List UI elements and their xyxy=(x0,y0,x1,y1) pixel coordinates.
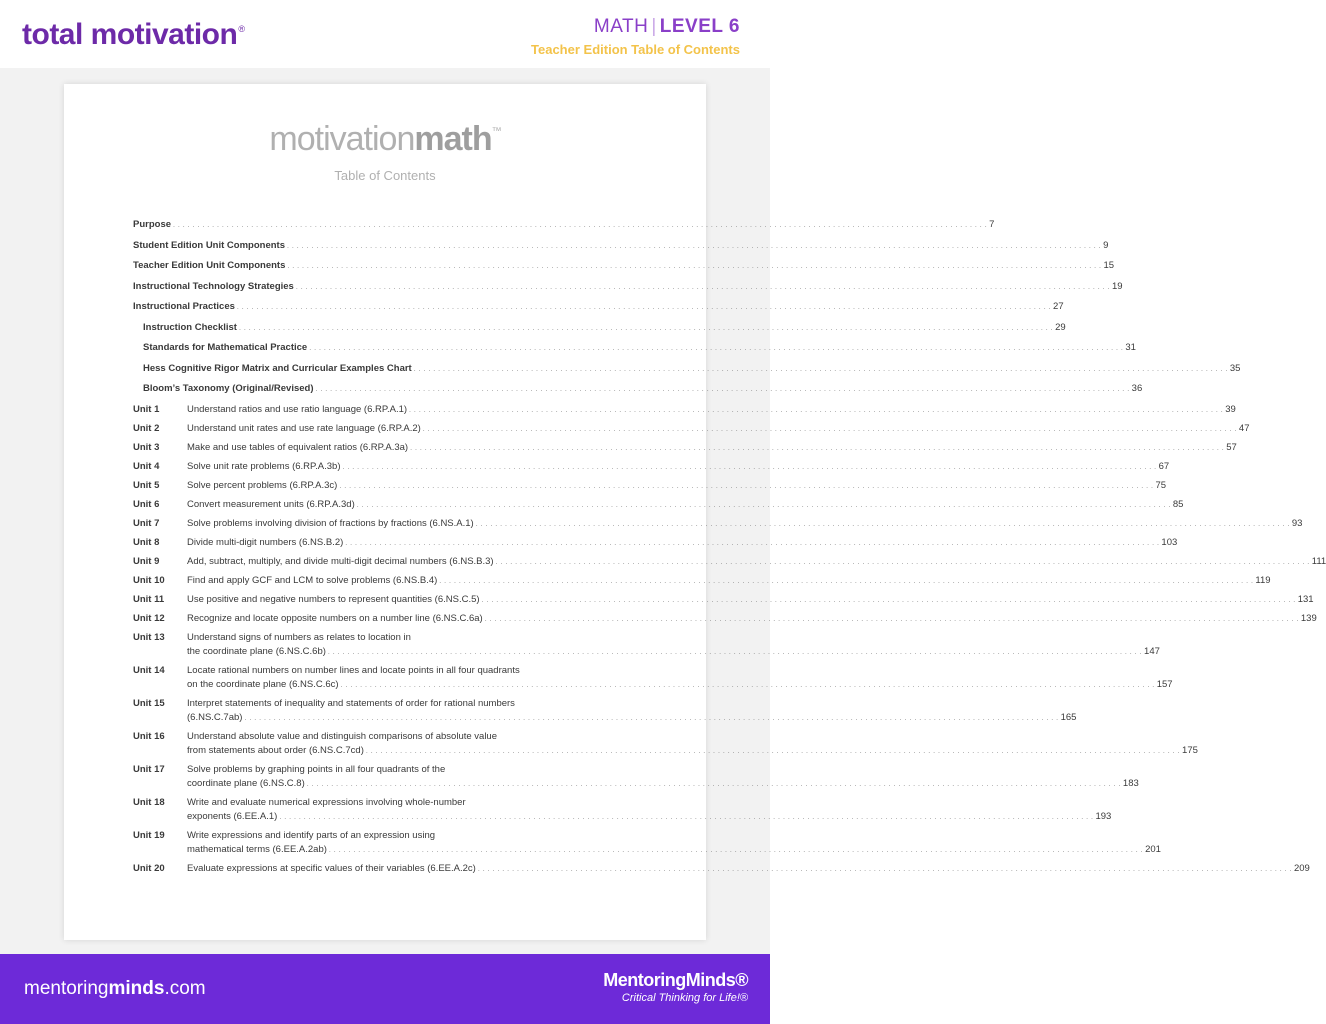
toc-entry-line xyxy=(133,382,1143,395)
unit-title: Understand unit rates and use rate language (6.RP.A.2) xyxy=(187,422,421,434)
dot-leader xyxy=(345,536,1159,551)
toc-title: Table of Contents xyxy=(334,168,436,183)
unit-entry[interactable] xyxy=(133,441,1237,460)
unit-line-2 xyxy=(187,574,1271,588)
unit-body xyxy=(187,441,1237,460)
dot-leader xyxy=(279,810,1093,825)
site-suffix: .com xyxy=(164,978,206,999)
unit-entry[interactable] xyxy=(133,829,1161,862)
unit-label: Unit 19 xyxy=(133,829,165,841)
toc-entry[interactable] xyxy=(133,259,1115,280)
dot-leader xyxy=(439,574,1253,589)
unit-line-2 xyxy=(187,422,1250,436)
unit-line-2 xyxy=(187,711,1076,725)
brand-logo[interactable] xyxy=(22,18,244,52)
unit-line-2 xyxy=(187,517,1302,531)
unit-body xyxy=(187,664,1173,697)
unit-title: Solve unit rate problems (6.RP.A.3b) xyxy=(187,460,341,472)
unit-entry[interactable] xyxy=(133,763,1139,796)
unit-label: Unit 1 xyxy=(133,403,160,415)
unit-entry[interactable] xyxy=(133,403,1236,422)
unit-title: Add, subtract, multiply, and divide multi-digit decimal numbers (6.NS.B.3) xyxy=(187,555,494,567)
toc-page-number: 36 xyxy=(1131,383,1143,394)
subject-level xyxy=(531,16,740,38)
company-tagline: Critical Thinking for Life!® xyxy=(621,992,748,1004)
toc-page-number: 29 xyxy=(1055,321,1066,333)
unit-body xyxy=(187,697,1076,730)
unit-title: Solve percent problems (6.RP.A.3c) xyxy=(187,479,338,491)
unit-label: Unit 2 xyxy=(133,422,160,434)
toc-entry-label: Teacher Edition Unit Components xyxy=(133,260,286,271)
level: LEVEL 6 xyxy=(659,16,740,37)
unit-entry[interactable] xyxy=(133,631,1160,664)
unit-title: Understand ratios and use ratio language (6.RP.A.1) xyxy=(187,403,408,415)
unit-page-number: 147 xyxy=(1144,645,1160,657)
unit-entry[interactable] xyxy=(133,862,1310,881)
unit-label: Unit 14 xyxy=(133,664,165,676)
toc-entry[interactable] xyxy=(133,218,995,239)
toc-page-number: 19 xyxy=(1111,280,1123,292)
unit-label: Unit 3 xyxy=(133,441,160,453)
unit-title-line-1: Solve problems by graphing points in all four quadrants of the xyxy=(187,763,446,775)
unit-line-1 xyxy=(187,763,1139,777)
unit-body xyxy=(187,422,1250,441)
unit-line-1 xyxy=(187,796,1111,810)
unit-line-2 xyxy=(187,593,1314,607)
toc-page-number: 15 xyxy=(1103,260,1115,271)
unit-body xyxy=(187,479,1166,498)
unit-label: Unit 18 xyxy=(133,796,165,808)
toc-entry-line xyxy=(133,300,1064,313)
document-subtitle: Teacher Edition Table of Contents xyxy=(531,42,740,57)
dot-leader xyxy=(173,218,987,232)
unit-line-2 xyxy=(187,460,1169,474)
unit-line-2 xyxy=(187,612,1317,626)
toc-entry[interactable] xyxy=(133,300,1064,321)
unit-entry[interactable] xyxy=(133,422,1250,441)
unit-title: Solve problems involving division of fractions by fractions (6.NS.A.1) xyxy=(187,517,474,529)
unit-line-2 xyxy=(187,744,1198,758)
unit-entry[interactable] xyxy=(133,460,1170,479)
unit-page-number: 75 xyxy=(1155,479,1167,491)
unit-page-number: 39 xyxy=(1225,403,1236,415)
unit-entry[interactable] xyxy=(133,664,1173,697)
unit-title-line-1: Interpret statements of inequality and statements of order for rational numbers xyxy=(187,697,515,709)
dot-leader xyxy=(287,259,1101,273)
logo-part1: motivation xyxy=(269,120,415,158)
unit-page-number: 111 xyxy=(1311,555,1326,567)
unit-title-line-1: Write and evaluate numerical expressions involving whole-number xyxy=(187,796,466,808)
unit-page-number: 93 xyxy=(1291,517,1303,529)
dot-leader xyxy=(339,479,1153,494)
unit-page-number: 85 xyxy=(1172,498,1184,510)
unit-title: from statements about order (6.NS.C.7cd) xyxy=(187,744,364,756)
unit-title: on the coordinate plane (6.NS.C.6c) xyxy=(187,678,339,690)
unit-page-number: 193 xyxy=(1095,810,1112,822)
logo-trademark: ™ xyxy=(491,126,501,137)
unit-label: Unit 13 xyxy=(133,631,165,643)
unit-label: Unit 11 xyxy=(133,593,165,605)
unit-line-2 xyxy=(187,862,1310,876)
toc-entry-label: Purpose xyxy=(133,219,172,230)
toc-entry-line xyxy=(133,280,1123,293)
toc-entry-line xyxy=(133,239,1109,252)
toc-entry-label: Hess Cognitive Rigor Matrix and Curricular Examples Chart xyxy=(143,362,412,374)
unit-page-number: 157 xyxy=(1156,678,1173,690)
dot-leader xyxy=(409,403,1223,418)
unit-title: mathematical terms (6.EE.A.2ab) xyxy=(187,843,327,855)
unit-page-number: 119 xyxy=(1255,574,1271,586)
unit-title-line-1: Locate rational numbers on number lines and locate points in all four quadrants xyxy=(187,664,520,676)
motivation-math-logo xyxy=(64,120,706,159)
unit-label: Unit 5 xyxy=(133,479,160,491)
toc-entry-label: Standards for Mathematical Practice xyxy=(143,342,308,353)
dot-leader xyxy=(237,300,1051,314)
toc-entry-label: Instructional Technology Strategies xyxy=(133,280,294,292)
logo-part2: math xyxy=(414,120,492,158)
dot-leader xyxy=(496,555,1310,570)
dot-leader xyxy=(296,280,1110,294)
unit-line-1 xyxy=(187,631,1160,645)
unit-body xyxy=(187,517,1302,536)
toc-entry[interactable] xyxy=(133,382,1143,403)
dot-leader xyxy=(357,498,1171,513)
unit-page-number: 139 xyxy=(1300,612,1317,624)
unit-title: Find and apply GCF and LCM to solve problems (6.NS.B.4) xyxy=(187,574,438,586)
unit-line-1 xyxy=(187,829,1161,843)
unit-line-2 xyxy=(187,441,1237,455)
unit-line-1 xyxy=(187,697,1076,711)
toc-entry-label: Instruction Checklist xyxy=(143,321,237,333)
unit-body xyxy=(187,574,1271,593)
unit-body xyxy=(187,593,1314,612)
unit-body xyxy=(187,555,1326,574)
dot-leader xyxy=(328,645,1142,660)
company-name: MentoringMinds® xyxy=(603,970,748,990)
unit-title: Convert measurement units (6.RP.A.3d) xyxy=(187,498,355,510)
toc-entry[interactable] xyxy=(133,280,1123,301)
unit-page-number: 67 xyxy=(1158,460,1170,472)
site-prefix: mentoring xyxy=(24,978,109,999)
unit-body xyxy=(187,796,1111,829)
unit-title: Recognize and locate opposite numbers on a number line (6.NS.C.6a) xyxy=(187,612,483,624)
toc-page-number: 7 xyxy=(989,219,995,230)
dot-leader xyxy=(342,460,1156,475)
unit-title: Use positive and negative numbers to represent quantities (6.NS.C.5) xyxy=(187,593,480,605)
dot-leader xyxy=(410,441,1224,456)
unit-body xyxy=(187,862,1310,881)
unit-line-1 xyxy=(187,730,1198,744)
unit-body xyxy=(187,631,1160,664)
toc-page-number: 35 xyxy=(1229,362,1241,374)
footer xyxy=(0,954,770,1024)
toc-entry-label: Instructional Practices xyxy=(133,301,235,312)
dot-leader xyxy=(423,422,1237,437)
unit-label: Unit 7 xyxy=(133,517,160,529)
unit-line-2 xyxy=(187,645,1160,659)
unit-page-number: 131 xyxy=(1297,593,1314,605)
toc-entry-line xyxy=(133,259,1115,272)
unit-page-number: 103 xyxy=(1161,536,1178,548)
unit-label: Unit 10 xyxy=(133,574,165,586)
unit-title: Divide multi-digit numbers (6.NS.B.2) xyxy=(187,536,344,548)
unit-title-line-1: Understand absolute value and distinguish comparisons of absolute value xyxy=(187,730,498,742)
dot-leader xyxy=(307,777,1121,792)
dot-leader xyxy=(316,382,1130,396)
unit-entry[interactable] xyxy=(133,574,1271,593)
dot-leader xyxy=(476,517,1290,532)
unit-entry[interactable] xyxy=(133,479,1167,498)
unit-label: Unit 12 xyxy=(133,612,165,624)
unit-line-1 xyxy=(187,664,1173,678)
dot-leader xyxy=(244,711,1058,726)
unit-line-2 xyxy=(187,403,1236,417)
unit-page-number: 175 xyxy=(1182,744,1198,756)
unit-body xyxy=(187,403,1236,422)
dot-leader xyxy=(329,843,1143,858)
unit-line-2 xyxy=(187,843,1161,857)
dot-leader xyxy=(239,321,1053,335)
toc-entry[interactable] xyxy=(133,362,1241,383)
dot-leader xyxy=(309,341,1123,355)
toc-page-number: 9 xyxy=(1103,239,1109,251)
toc-entry[interactable] xyxy=(133,321,1066,342)
header-right xyxy=(531,16,740,57)
unit-entry[interactable] xyxy=(133,697,1077,730)
toc-entry[interactable] xyxy=(133,239,1109,260)
toc-entry[interactable] xyxy=(133,341,1136,362)
unit-title-line-1: Write expressions and identify parts of an expression using xyxy=(187,829,436,841)
unit-title-line-1: Understand signs of numbers as relates to location in xyxy=(187,631,411,643)
unit-entry[interactable] xyxy=(133,498,1184,517)
unit-entry[interactable] xyxy=(133,612,1317,631)
dot-leader xyxy=(366,744,1180,759)
unit-line-2 xyxy=(187,498,1183,512)
unit-entry[interactable] xyxy=(133,730,1198,763)
unit-title: Evaluate expressions at specific values of their variables (6.EE.A.2c) xyxy=(187,862,476,874)
unit-title: (6.NS.C.7ab) xyxy=(187,711,243,723)
unit-entry[interactable] xyxy=(133,796,1112,829)
separator: | xyxy=(651,16,657,37)
brand-registered-mark: ® xyxy=(238,24,245,34)
unit-line-2 xyxy=(187,678,1173,692)
unit-page-number: 57 xyxy=(1226,441,1237,453)
unit-label: Unit 6 xyxy=(133,498,160,510)
toc-entry-label: Student Edition Unit Components xyxy=(133,239,285,251)
unit-label: Unit 16 xyxy=(133,730,165,742)
toc-entry-line xyxy=(133,321,1066,334)
unit-entry[interactable] xyxy=(133,555,1326,574)
unit-page-number: 47 xyxy=(1238,422,1250,434)
unit-title: exponents (6.EE.A.1) xyxy=(187,810,278,822)
unit-body xyxy=(187,536,1177,555)
unit-line-2 xyxy=(187,536,1177,550)
unit-label: Unit 4 xyxy=(133,460,160,472)
unit-page-number: 183 xyxy=(1122,777,1139,789)
toc-entry-label: Bloom’s Taxonomy (Original/Revised) xyxy=(143,383,314,394)
unit-line-2 xyxy=(187,777,1139,791)
dot-leader xyxy=(287,239,1101,253)
unit-label: Unit 17 xyxy=(133,763,165,775)
website-link[interactable] xyxy=(24,978,206,1000)
unit-entry[interactable] xyxy=(133,536,1178,555)
unit-title: the coordinate plane (6.NS.C.6b) xyxy=(187,645,326,657)
dot-leader xyxy=(485,612,1299,627)
subject: MATH xyxy=(593,16,649,37)
unit-page-number: 209 xyxy=(1293,862,1310,874)
toc-entry-line xyxy=(133,341,1136,354)
toc-page-number: 27 xyxy=(1053,301,1064,312)
site-bold: minds xyxy=(108,978,165,999)
unit-line-2 xyxy=(187,810,1111,824)
unit-entry[interactable] xyxy=(133,593,1314,612)
unit-label: Unit 8 xyxy=(133,536,160,548)
table-of-contents xyxy=(133,218,1326,881)
unit-body xyxy=(187,829,1161,862)
unit-page-number: 165 xyxy=(1060,711,1077,723)
unit-line-2 xyxy=(187,479,1166,493)
brand-name: total motivation xyxy=(22,18,238,51)
dot-leader xyxy=(341,678,1155,693)
dot-leader xyxy=(478,862,1292,877)
unit-label: Unit 9 xyxy=(133,555,160,567)
dot-leader xyxy=(414,362,1228,376)
unit-line-2 xyxy=(187,555,1326,569)
unit-label: Unit 20 xyxy=(133,862,165,874)
toc-entry-line xyxy=(133,362,1241,375)
dot-leader xyxy=(482,593,1296,608)
unit-body xyxy=(187,730,1198,763)
unit-title: coordinate plane (6.NS.C.8) xyxy=(187,777,305,789)
unit-label: Unit 15 xyxy=(133,697,165,709)
document-page xyxy=(64,84,1326,940)
unit-body xyxy=(187,763,1139,796)
unit-entry[interactable] xyxy=(133,517,1303,536)
unit-body xyxy=(187,460,1169,479)
toc-entry-line xyxy=(133,218,995,231)
unit-body xyxy=(187,612,1317,631)
company-logo xyxy=(603,970,748,1004)
toc-page-number: 31 xyxy=(1125,342,1136,353)
unit-title: Make and use tables of equivalent ratios (6.RP.A.3a) xyxy=(187,441,409,453)
unit-page-number: 201 xyxy=(1145,843,1161,855)
unit-body xyxy=(187,498,1183,517)
header xyxy=(0,0,770,68)
